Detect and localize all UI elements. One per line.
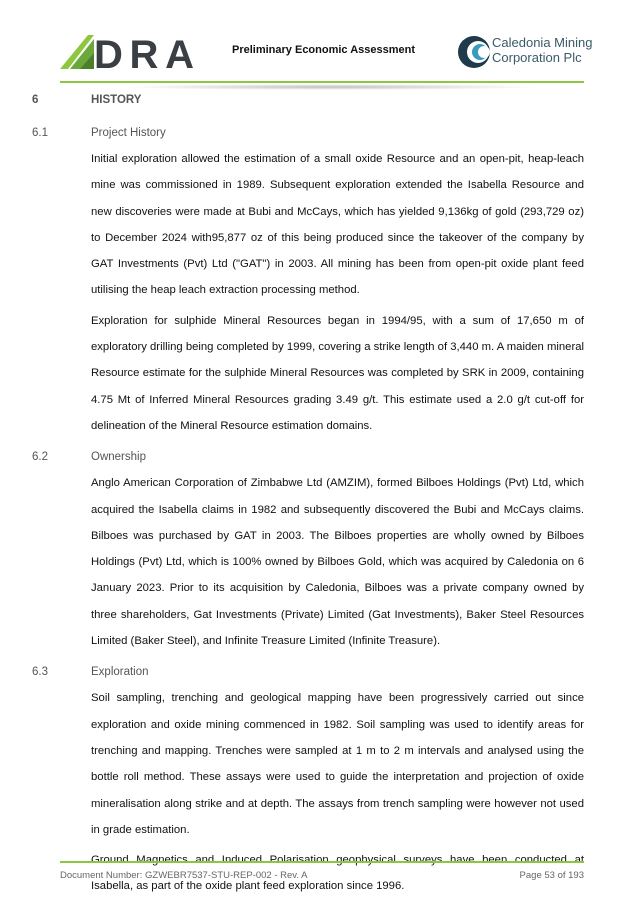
section-number: 6.3: [32, 666, 48, 679]
paragraph: Isabella, as part of the oxide plant feed exploration since 1996.: [91, 880, 405, 893]
section-exploration: [32, 664, 584, 899]
document-body: [32, 92, 584, 910]
section-heading: [32, 125, 584, 141]
header-divider: [60, 81, 584, 83]
header-shadow: [120, 84, 540, 90]
dra-logo: [60, 33, 200, 71]
section-project-history: [32, 125, 584, 439]
section-title: HISTORY: [91, 94, 142, 106]
paragraph: Soil sampling, trenching and geological mapping have been progressively carried out since exploration and oxide mining commenced in 1982. Soil sampling was used to identify areas for trenching and mapping. Trenches were sampled at 1 m to 2 m intervals and analysed using the bottle roll method. These assays were used to guide the interpretation and projection of oxide mineralisation along strike and at depth. The assays from trench sampling were however not used in grade estimation.: [91, 692, 584, 836]
page-number: Page 53 of 193: [519, 870, 584, 881]
section-number: 6.2: [32, 451, 48, 464]
section-number: 6: [32, 94, 39, 106]
section-heading: [32, 664, 584, 680]
logo-line-2: Corporation Plc: [492, 50, 582, 65]
svg-text:DRA: DRA: [94, 33, 194, 71]
paragraph: Anglo American Corporation of Zimbabwe Ltd (AMZIM), formed Bilboes Holdings (Pvt) Ltd, which acquired the Isabella claims in 1982 and subsequently discovered the Bubi and McCays claims. Bilboes was purchased by GAT in 2003. The Bilboes properties are wholly owned by Bilboes Holdings (Pvt) Ltd, which is 100% owned by Bilboes Gold, which was acquired by Caledonia on 6 January 2023. Prior to its acquisition by Caledonia, Bilboes was a private company owned by three shareholders, Gat Investments (Private) Limited (Gat Investments), Baker Steel Resources Limited (Baker Steel), and Infinite Treasure Limited (Infinite Treasure).: [91, 477, 584, 648]
header-title: Preliminary Economic Assessment: [232, 44, 416, 56]
section-heading: [32, 449, 584, 465]
section-title: Ownership: [91, 451, 146, 464]
section-ownership: [32, 449, 584, 654]
paragraph: Initial exploration allowed the estimation of a small oxide Resource and an open-pit, heap-leach mine was commissioned in 1989. Subsequent exploration extended the Isabella Resource and new discoveries were made at Bubi and McCays, which has yielded 9,136kg of gold (293,729 oz) to December 2024 with95,877 oz of this being produced since the takeover of the company by GAT Investments (Pvt) Ltd ("GAT") in 2003. All mining has been from open-pit oxide plant feed utilising the heap leach extraction processing method.: [91, 153, 584, 297]
paragraph: Exploration for sulphide Mineral Resources began in 1994/95, with a sum of 17,650 m of exploratory drilling being completed by 1999, covering a strike length of 3,440 m. A maiden mineral Resource estimate for the sulphide Mineral Resources was completed by SRK in 2009, containing 4.75 Mt of Inferred Mineral Resources grading 3.49 g/t. This estimate used a 2.0 g/t cut-off for delineation of the Mineral Resource estimation domains.: [91, 314, 584, 432]
section-number: 6.1: [32, 127, 48, 139]
section-title: Project History: [91, 127, 166, 139]
section-title: Exploration: [91, 666, 149, 679]
logo-line-1: Caledonia Mining: [492, 35, 593, 50]
caledonia-logo: [455, 33, 593, 76]
section-heading: [32, 92, 584, 108]
footer-divider: [60, 861, 584, 863]
document-number: Document Number: GZWEBR7537-STU-REP-002 - Rev. A: [60, 870, 308, 881]
